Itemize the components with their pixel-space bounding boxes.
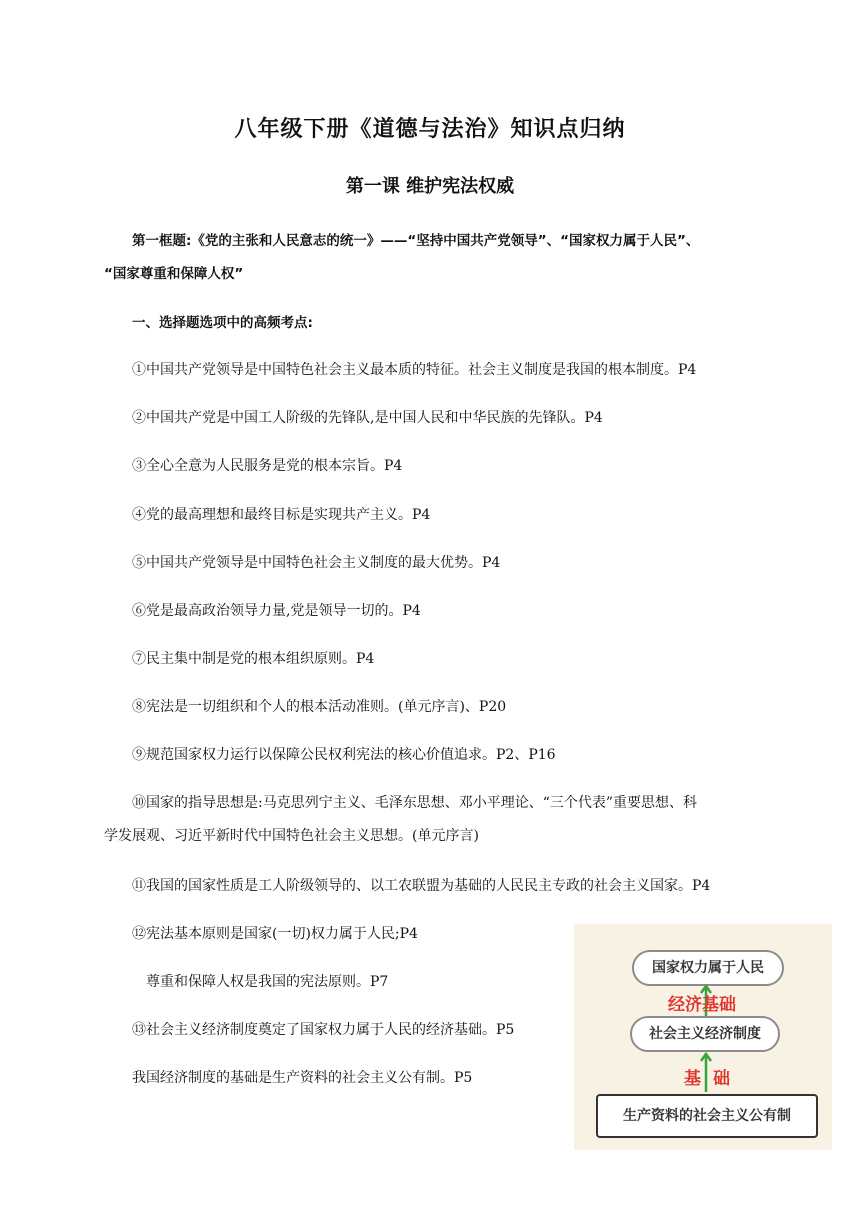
section-heading: 一、选择题选项中的高频考点: xyxy=(132,315,313,331)
point-item: ④党的最高理想和最终目标是实现共产主义。P4 xyxy=(132,507,431,523)
point-item: ⑤中国共产党领导是中国特色社会主义制度的最大优势。P4 xyxy=(132,555,501,571)
point-item: ⑨规范国家权力运行以保障公民权利宪法的核心价值追求。P2、P16 xyxy=(132,747,556,763)
document-title: 八年级下册《道德与法治》知识点归纳 xyxy=(234,117,626,142)
label-basis: 基础 xyxy=(684,1069,742,1089)
frame-title-line2: “国家尊重和保障人权” xyxy=(104,266,244,282)
point-item: ②中国共产党是中国工人阶级的先锋队,是中国人民和中华民族的先锋队。P4 xyxy=(132,410,603,426)
point-11: ⑪我国的国家性质是工人阶级领导的、以工农联盟为基础的人民民主专政的社会主义国家。P4 xyxy=(132,878,711,894)
lesson-title: 第一课 维护宪法权威 xyxy=(345,176,515,197)
point-item: ⑦民主集中制是党的根本组织原则。P4 xyxy=(132,651,375,667)
top-node: 国家权力属于人民 xyxy=(632,950,784,986)
frame-title-line1: 第一框题:《党的主张和人民意志的统一》——“坚持中国共产党领导”、“国家权力属于人民”、 xyxy=(132,233,700,249)
point-item: ⑧宪法是一切组织和个人的根本活动准则。(单元序言)、P20 xyxy=(132,699,507,715)
point-13a: ⑬社会主义经济制度奠定了国家权力属于人民的经济基础。P5 xyxy=(132,1022,515,1038)
label-economic-basis: 经济基础 xyxy=(668,995,736,1015)
point-item: ③全心全意为人民服务是党的根本宗旨。P4 xyxy=(132,458,403,474)
bottom-node: 生产资料的社会主义公有制 xyxy=(596,1094,818,1138)
point-12a: ⑫宪法基本原则是国家(一切)权力属于人民;P4 xyxy=(132,926,418,942)
point-12b: 尊重和保障人权是我国的宪法原则。P7 xyxy=(146,974,389,990)
point-item: ①中国共产党领导是中国特色社会主义最本质的特征。社会主义制度是我国的根本制度。P4 xyxy=(132,362,697,378)
economic-foundation-diagram xyxy=(574,924,832,1150)
middle-node: 社会主义经济制度 xyxy=(630,1016,780,1052)
point-10-line1: ⑩国家的指导思想是:马克思列宁主义、毛泽东思想、邓小平理论、“三个代表”重要思想、科 xyxy=(132,795,698,811)
point-13b: 我国经济制度的基础是生产资料的社会主义公有制。P5 xyxy=(132,1070,473,1086)
point-item: ⑥党是最高政治领导力量,党是领导一切的。P4 xyxy=(132,603,421,619)
point-10-line2: 学发展观、习近平新时代中国特色社会主义思想。(单元序言) xyxy=(104,828,479,844)
